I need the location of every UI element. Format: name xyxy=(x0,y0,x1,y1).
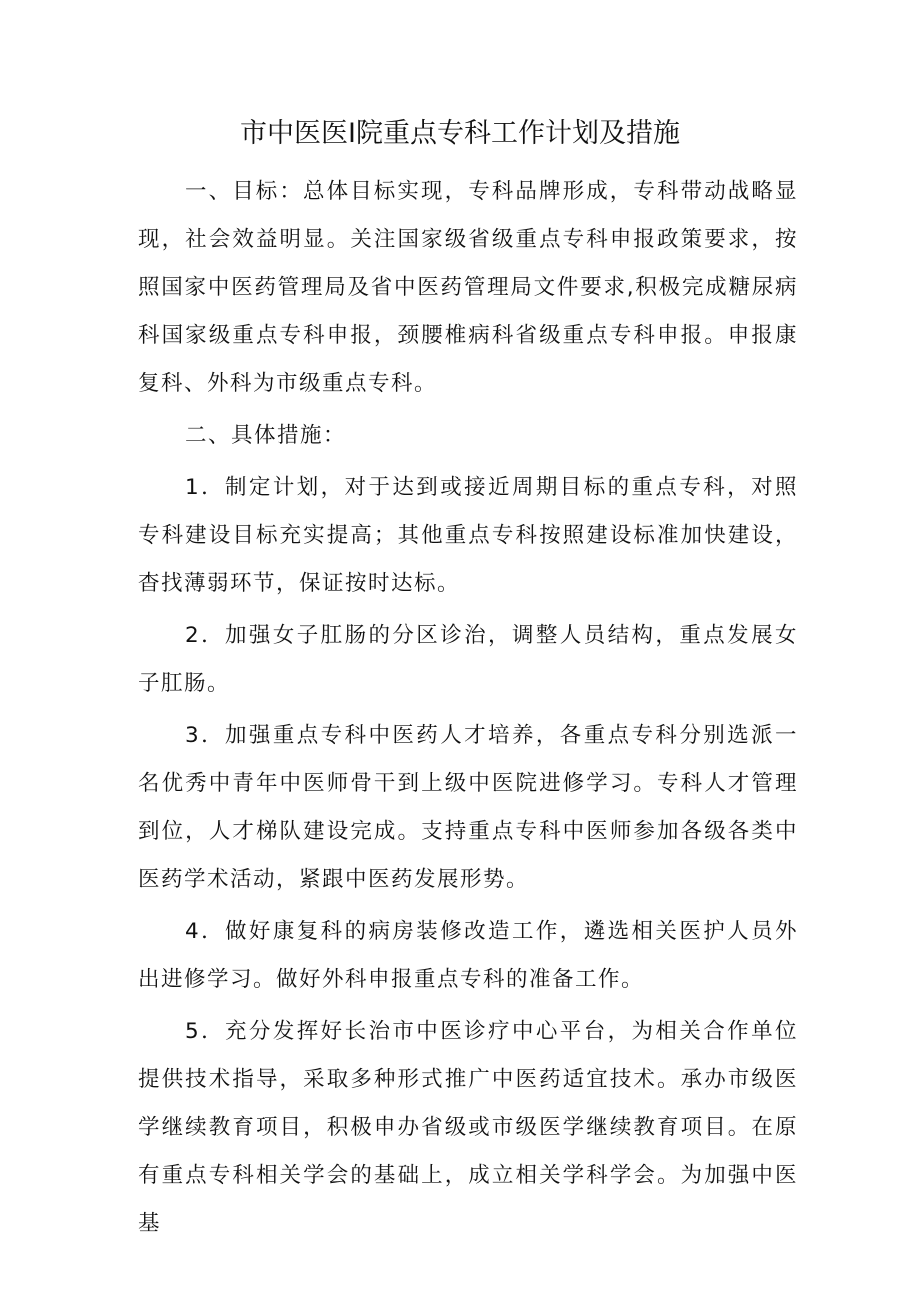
paragraph-measure-1: 1．制定计划，对于达到或接近周期目标的重点专科，对照专科建设目标充实提高；其他重点专科按照建设标准加快建设，杳找薄弱环节，保证按时达标。 xyxy=(138,475,798,596)
paragraph-measure-3: 3．加强重点专科中医药人才培养，各重点专科分别选派一名优秀中青年中医师骨干到上级中医院进修学习。专科人才管理到位，人才梯队建设完成。支持重点专科中医师参加各级各类中医药学术活动，紧跟中医药发展形势。 xyxy=(138,723,798,892)
paragraph-measure-5: 5．充分发挥好长治市中医诊疗中心平台，为相关合作单位提供技术指导，采取多种形式推广中医药适宜技术。承办市级医学继续教育项目，积极申办省级或市级医学继续教育项目。在原有重点专科相关学会的基础上，成立相关学科学会。为加强中医基 xyxy=(138,1019,798,1236)
document-title: 市中医医Ⅰ院重点专科工作计划及措施 xyxy=(240,118,680,149)
paragraph-goal: 一、目标：总体目标实现，专科品牌形成，专科带动战略显现，社会效益明显。关注国家级省级重点专科申报政策要求，按照国家中医药管理局及省中医药管理局文件要求,积极完成糖尿病科国家级重点专科申报，颈腰椎病科省级重点专科申报。申报康复科、外科为市级重点专科。 xyxy=(138,179,798,396)
paragraph-measures-heading: 二、具体措施： xyxy=(185,423,347,448)
paragraph-measure-2: 2．加强女子肛肠的分区诊治，调整人员结构，重点发展女子肛肠。 xyxy=(138,623,798,696)
paragraph-measure-4: 4．做好康复科的病房装修改造工作，遴选相关医护人员外出进修学习。做好外科申报重点专科的准备工作。 xyxy=(138,919,798,992)
document-body xyxy=(138,168,798,1248)
